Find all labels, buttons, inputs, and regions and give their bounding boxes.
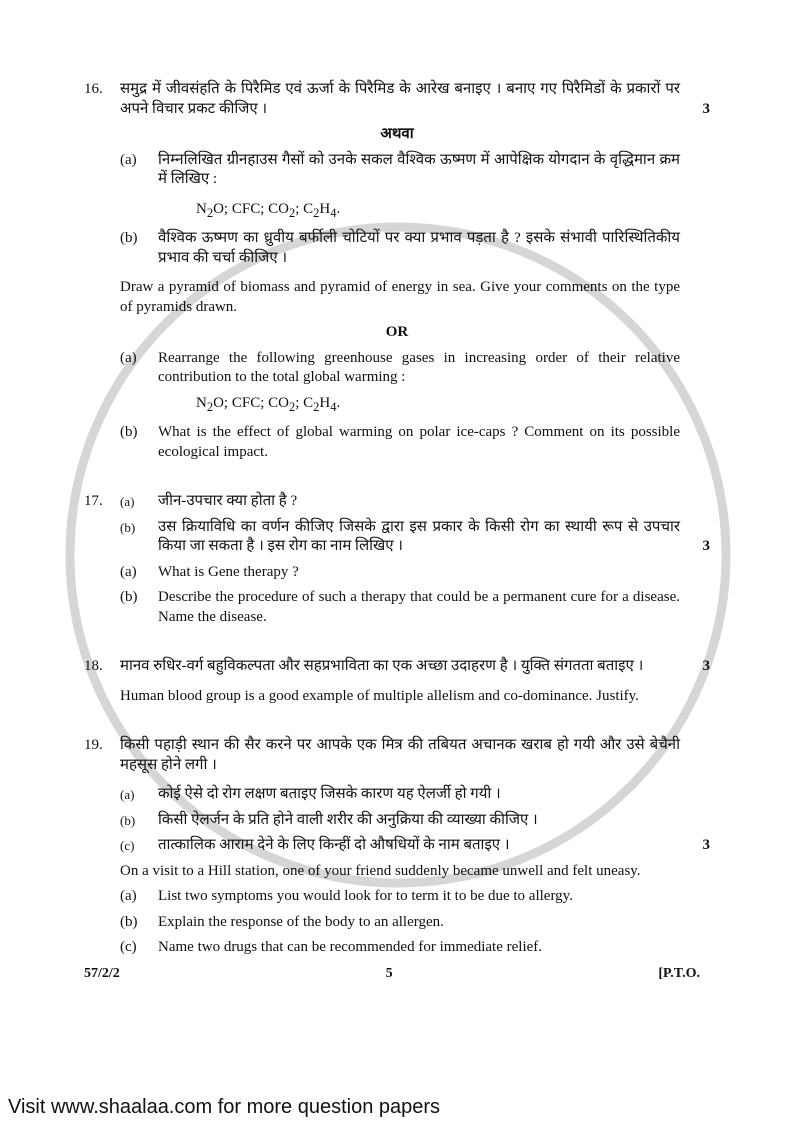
option-label: (a) <box>120 888 137 904</box>
question-number: 19. <box>84 737 103 753</box>
q17b-hindi: उस क्रियाविधि का वर्णन कीजिए जिसके द्वारा इस प्रकार के किसी रोग का स्थायी रूप से उपचार किया जा सकता है । इस रोग का नाम लिखिए । <box>158 518 680 554</box>
q16b-hindi-row <box>84 229 710 268</box>
please-turn-over: [P.T.O. <box>658 965 700 981</box>
q17b-english: Describe the procedure of such a therapy that could be a permanent cure for a disease. Name the disease. <box>158 589 680 625</box>
q19c-english-row <box>84 938 710 958</box>
or-hindi: अथवा <box>380 126 414 142</box>
q16-english-row <box>84 278 710 317</box>
q19a-hindi-row <box>84 785 710 805</box>
q18-marks: 3 <box>702 658 710 674</box>
q19b-hindi-row <box>84 811 710 831</box>
option-label: (b) <box>120 913 138 930</box>
q17b-english-row <box>84 588 710 627</box>
q16a-english-row <box>84 349 710 388</box>
q16-hindi: समुद्र में जीवसंहति के पिरैमिड एवं ऊर्जा के पिरैमिड के आरेख बनाइए । बनाए गए पिरैमिडों के प्रकारों पर अपने विचार प्रकट कीजिए । <box>120 81 680 117</box>
q16b-english: What is the effect of global warming on polar ice-caps ? Comment on its possible ecological impact. <box>158 424 680 460</box>
option-label: (b) <box>120 230 138 246</box>
q16b-hindi: वैश्विक ऊष्मण का ध्रुवीय बर्फीली चोटियों पर क्या प्रभाव पड़ता है ? इसके संभावी पारिस्थितिकीय प्रभाव की चर्चा कीजिए । <box>158 230 680 266</box>
question-number: 16. <box>84 81 103 97</box>
option-label: (a) <box>120 494 135 509</box>
q18-english-row <box>84 687 710 707</box>
q17a-hindi: जीन-उपचार क्या होता है ? <box>158 493 298 509</box>
paper-code: 57/2/2 <box>84 965 120 981</box>
question-number: 18. <box>84 658 103 674</box>
q18-row <box>84 657 710 677</box>
q16-english: Draw a pyramid of biomass and pyramid of energy in sea. Give your comments on the type of pyramids drawn. <box>120 279 680 315</box>
q16a-hindi: निम्नलिखित ग्रीनहाउस गैसों को उनके सकल वैश्विक ऊष्मण में आपेक्षिक योगदान के वृद्धिमान क्रम में लिखिए : <box>158 151 680 187</box>
q17-row <box>84 492 710 512</box>
q17b-hindi-row <box>84 518 710 557</box>
option-label: (b) <box>120 589 138 605</box>
q16-marks: 3 <box>702 100 710 117</box>
q18-english: Human blood group is a good example of multiple allelism and co-dominance. Justify. <box>120 687 639 704</box>
visit-banner-link[interactable]: Visit www.shaalaa.com for more question papers <box>8 1096 441 1118</box>
q19c-hindi: तात्कालिक आराम देने के लिए किन्हीं दो औषधियों के नाम बताइए । <box>158 837 510 853</box>
q19b-hindi: किसी ऐलर्जन के प्रति होने वाली शरीर की अनुक्रिया की व्याख्या कीजिए । <box>158 811 538 828</box>
question-number: 17. <box>84 493 103 509</box>
or-english: OR <box>385 324 409 340</box>
option-label: (a) <box>120 563 137 580</box>
q16-row <box>84 80 710 119</box>
q19c-english: Name two drugs that can be recommended for immediate relief. <box>158 939 543 955</box>
q17-marks: 3 <box>702 538 710 554</box>
q19-row <box>84 736 710 775</box>
option-label: (c) <box>120 939 137 955</box>
q16a-english: Rearrange the following greenhouse gases in increasing order of their relative contribution to the total global warming : <box>158 349 680 385</box>
q19b-english-row <box>84 913 710 933</box>
page-footer <box>84 964 710 984</box>
q17a-english-row <box>84 563 710 583</box>
option-label: (b) <box>120 424 138 440</box>
option-label: (c) <box>120 838 135 853</box>
q19a-hindi: कोई ऐसे दो रोग लक्षण बताइए जिसके कारण यह ऐलर्जी हो गयी । <box>158 786 501 802</box>
page-number: 5 <box>385 965 393 981</box>
q19a-english: List two symptoms you would look for to term it to be due to allergy. <box>158 888 573 904</box>
q19a-english-row <box>84 887 710 907</box>
option-label: (b) <box>120 812 136 828</box>
gas-formula: $N_2O$; CFC; $CO_2$; $C_2H_4$. <box>196 200 341 220</box>
gas-formula: $N_2O$; CFC; $CO_2$; $C_2H_4$. <box>196 394 341 414</box>
q19-english-row <box>84 862 710 882</box>
option-label: (a) <box>120 787 135 802</box>
q19b-english: Explain the response of the body to an allergen. <box>158 913 444 930</box>
q16b-english-row <box>84 423 710 462</box>
q17a-english: What is Gene therapy ? <box>158 563 299 580</box>
q19-hindi: किसी पहाड़ी स्थान की सैर करने पर आपके एक मित्र की तबियत अचानक खराब हो गयी और उसे बेचैनी महसूस होने लगी । <box>120 737 680 773</box>
option-label: (b) <box>120 519 136 535</box>
q18-hindi: मानव रुधिर-वर्ग बहुविकल्पता और सहप्रभाविता का एक अच्छा उदाहरण है । युक्ति संगतता बताइए । <box>120 658 644 674</box>
q19-marks: 3 <box>702 837 710 853</box>
q19c-hindi-row <box>84 836 710 856</box>
q16a-hindi-row <box>84 151 710 190</box>
option-label: (a) <box>120 349 137 366</box>
option-label: (a) <box>120 151 137 168</box>
q19-english: On a visit to a Hill station, one of your friend suddenly became unwell and felt uneasy. <box>120 862 641 879</box>
